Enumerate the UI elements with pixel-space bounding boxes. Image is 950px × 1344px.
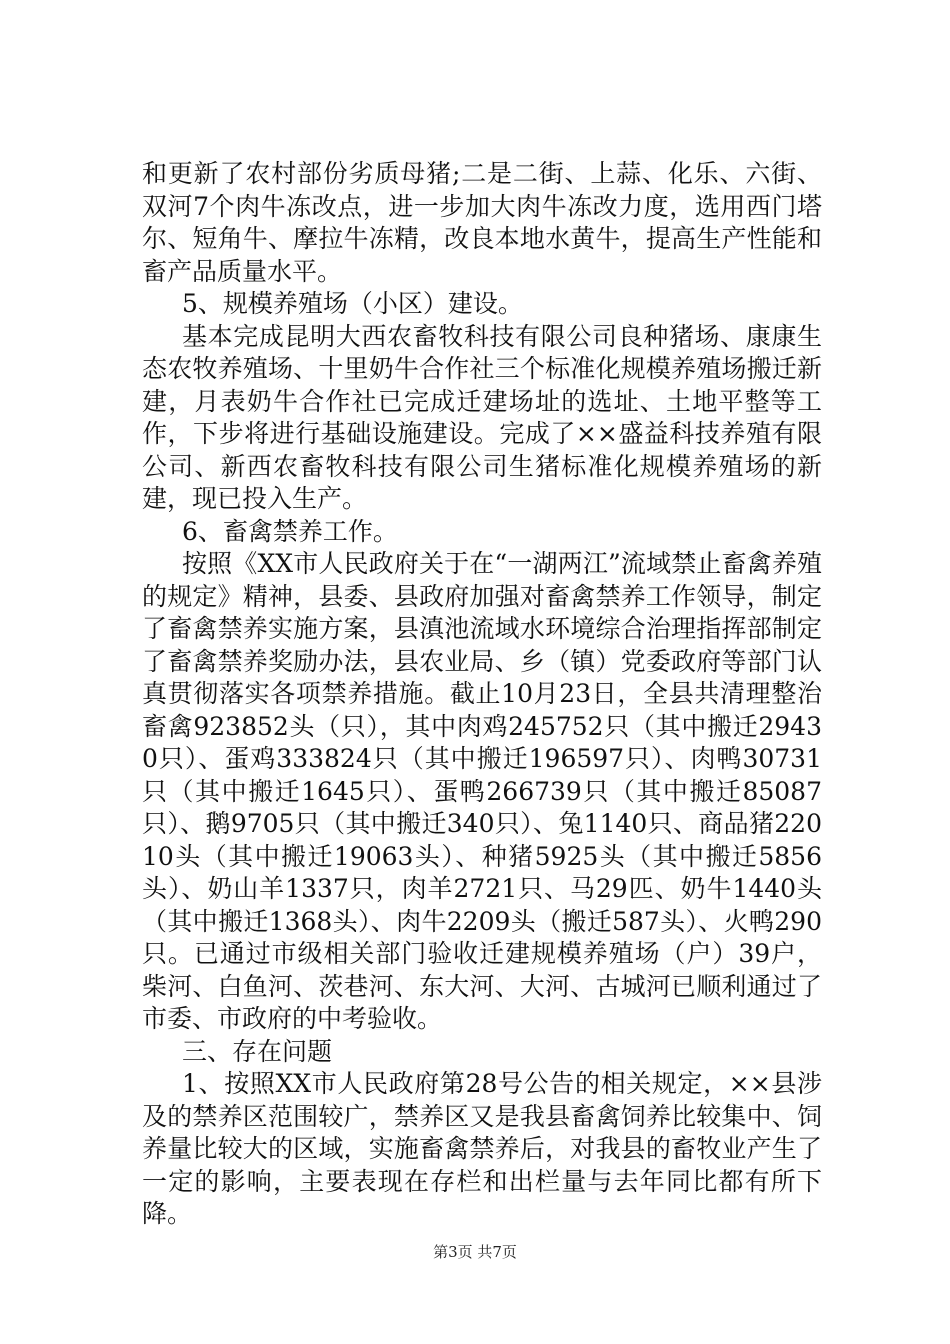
paragraph-farm-construction: 基本完成昆明大西农畜牧科技有限公司良种猪场、康康生态农牧养殖场、十里奶牛合作社三个标准化规模养殖场搬迁新建，月表奶牛合作社已完成迁建场址的选址、土地平整等工作，下步将进行基础设施建设。完成了××盛益科技养殖有限公司、新西农畜牧科技有限公司生猪标准化规模养殖场的新建，现已投入生产。: [142, 321, 822, 513]
page-footer: 第3页 共7页: [433, 1243, 517, 1261]
paragraph-continuation: 和更新了农村部份劣质母猪;二是二街、上蒜、化乐、六街、双河7个肉牛冻改点，进一步加大肉牛冻改力度，选用西门塔尔、短角牛、摩拉牛冻精，改良本地水黄牛，提高生产性能和畜产品质量水平。: [142, 159, 822, 286]
paragraph-issue-1: 1、按照XX市人民政府第28号公告的相关规定，××县涉及的禁养区范围较广，禁养区又是我县畜禽饲养比较集中、饲养量比较大的区域，实施畜禽禁养后，对我县的畜牧业产生了一定的影响，主要表现在存栏和出栏量与去年同比都有所下降。: [142, 1069, 822, 1228]
document-body: [142, 158, 822, 1231]
section-heading-issues: 三、存在问题: [182, 1036, 333, 1066]
section-heading-6: 6、畜禽禁养工作。: [182, 516, 398, 546]
section-heading-5: 5、规模养殖场（小区）建设。: [182, 289, 523, 318]
paragraph-livestock-ban: 按照《XX市人民政府关于在“一湖两江”流域禁止畜禽养殖的规定》精神，县委、县政府加强对畜禽禁养工作领导，制定了畜禽禁养实施方案，县滇池流域水环境综合治理指挥部制定了畜禽禁养奖励办法，县农业局、乡（镇）党委政府等部门认真贯彻落实各项禁养措施。截止10月23日，全县共清理整治畜禽923852头（只），其中肉鸡245752只（其中搬迁29430只）、蛋鸡333824只（其中搬迁196597只）、肉鸭30731只（其中搬迁1645只）、蛋鸭266739只（其中搬迁85087只）、鹅9705只（其中搬迁340只）、兔1140只、商品猪22010头（其中搬迁19063头）、种猪5925头（其中搬迁5856头）、奶山羊1337只，肉羊2721只、马29匹、奶牛1440头（其中搬迁1368头）、肉牛2209头（搬迁587头）、火鸭290只。已通过市级相关部门验收迁建规模养殖场（户）39户，柴河、白鱼河、茨巷河、东大河、大河、古城河已顺利通过了市委、市政府的中考验收。: [142, 549, 822, 1033]
